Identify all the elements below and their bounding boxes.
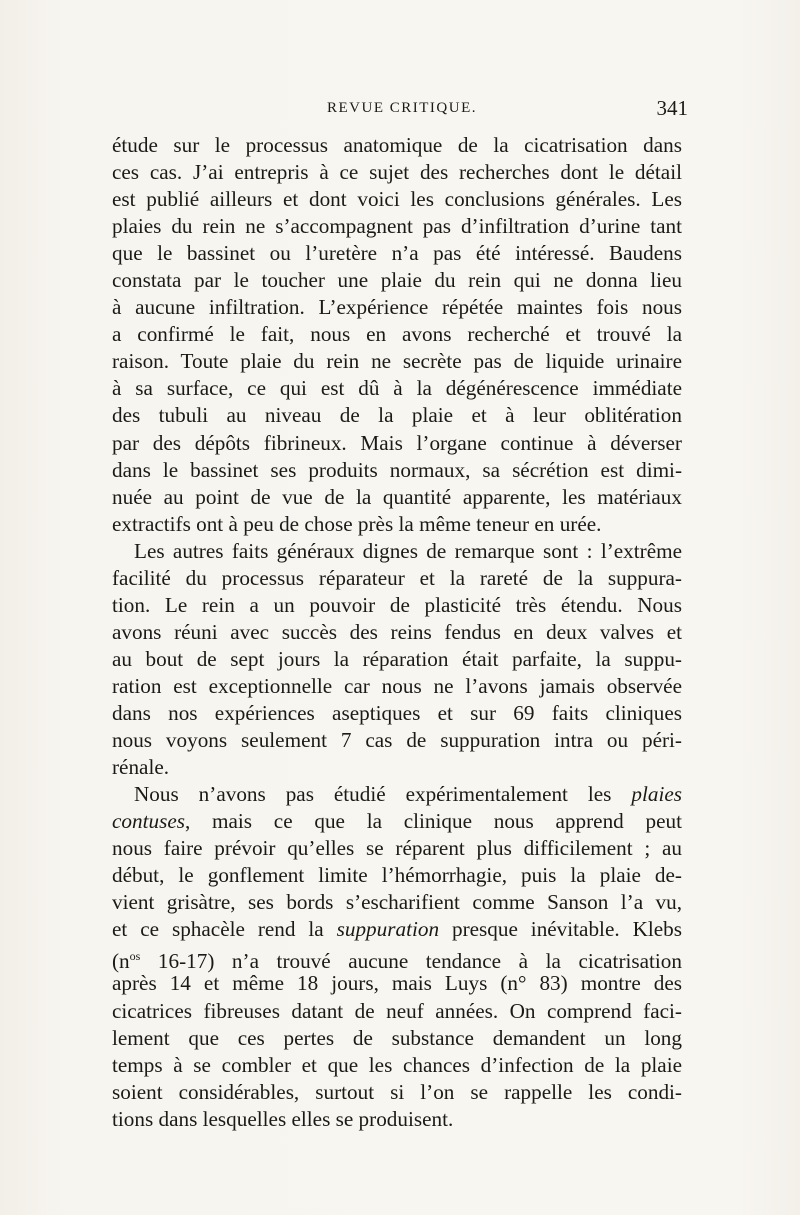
text-line: tion. Le rein a un pouvoir de plasticité très étendu. Nous <box>112 592 682 617</box>
text-line: constata par le toucher une plaie du rein qui ne donna lieu <box>112 268 682 293</box>
text-line <box>112 943 682 974</box>
text-line: extractifs ont à peu de chose près la même teneur en urée. <box>112 511 602 536</box>
italic-term: plaies <box>631 782 683 807</box>
text-line: par des dépôts fibrineux. Mais l’organe continue à déverser <box>112 430 682 455</box>
text-line: au bout de sept jours la réparation était parfaite, la suppu- <box>112 646 682 671</box>
text-line: avons réuni avec succès des reins fendus en deux valves et <box>112 619 682 644</box>
text-fragment: et ce sphacèle rend la <box>112 917 324 942</box>
page-number: 341 <box>656 96 688 120</box>
text-line: a confirmé le fait, nous en avons recherché et trouvé la <box>112 322 682 347</box>
text-line: que le bassinet ou l’uretère n’a pas été intéressé. Baudens <box>112 241 682 266</box>
text-fragment: (n <box>112 949 130 974</box>
text-line: à sa surface, ce qui est dû à la dégénérescence immédiate <box>112 376 682 401</box>
text-line: soient considérables, surtout si l’on se rappelle les condi- <box>112 1079 682 1104</box>
text-line: ration est exceptionnelle car nous ne l’avons jamais observée <box>112 673 682 698</box>
text-line: cicatrices fibreuses datant de neuf années. On comprend faci- <box>112 998 682 1023</box>
body-text <box>112 132 682 1133</box>
text-line: est publié ailleurs et dont voici les conclusions générales. Les <box>112 187 682 212</box>
text-line: après 14 et même 18 jours, mais Luys (n° 83) montre des <box>112 971 682 996</box>
paragraph-start-line <box>112 781 682 808</box>
paragraph-start-line: Les autres faits généraux dignes de remarque sont : l’extrême <box>134 538 682 563</box>
text-line: étude sur le processus anatomique de la cicatrisation dans <box>112 133 682 157</box>
text-line <box>112 916 682 943</box>
text-line: raison. Toute plaie du rein ne secrète pas de liquide urinaire <box>112 349 682 374</box>
text-line: nous voyons seulement 7 cas de suppuration intra ou péri- <box>112 728 682 753</box>
text-line: nous faire prévoir qu’elles se réparent plus difficilement ; au <box>112 836 682 861</box>
text-line: ces cas. J’ai entrepris à ce sujet des recherches dont le détail <box>112 160 682 185</box>
italic-term: contuses <box>112 809 185 834</box>
text-line: tions dans lesquelles elles se produisent. <box>112 1106 454 1131</box>
text-line: facilité du processus réparateur et la rareté de la suppura- <box>112 565 682 590</box>
running-title: REVUE CRITIQUE. <box>327 100 477 116</box>
running-head <box>116 96 688 122</box>
text-line: des tubuli au niveau de la plaie et à leur oblitération <box>112 403 682 428</box>
text-fragment: , mais ce que la clinique nous apprend peut <box>184 809 682 834</box>
italic-term: suppuration <box>336 917 440 942</box>
text-fragment: Nous n’avons pas étudié expérimentalement les <box>134 782 612 807</box>
text-line: rénale. <box>112 755 170 780</box>
text-line: vient grisàtre, ses bords s’escharifient comme Sanson l’a vu, <box>112 890 682 915</box>
text-line: dans nos expériences aseptiques et sur 69 faits cliniques <box>112 700 682 725</box>
text-line: à aucune infiltration. L’expérience répétée maintes fois nous <box>112 295 682 320</box>
text-line: plaies du rein ne s’accompagnent pas d’infiltration d’urine tant <box>112 214 682 239</box>
text-line: dans le bassinet ses produits normaux, sa sécrétion est dimi- <box>112 457 682 482</box>
text-line: temps à se combler et que les chances d’infection de la plaie <box>112 1052 682 1077</box>
text-fragment: 16-17) n’a trouvé aucune tendance à la cicatrisation <box>157 949 682 974</box>
text-line: nuée au point de vue de la quantité apparente, les matériaux <box>112 484 682 509</box>
text-line: lement que ces pertes de substance demandent un long <box>112 1025 682 1050</box>
text-line <box>112 808 682 835</box>
text-fragment: presque inévitable. Klebs <box>451 917 682 942</box>
text-line: début, le gonflement limite l’hémorrhagie, puis la plaie de- <box>112 863 682 888</box>
superscript: os <box>129 949 141 964</box>
